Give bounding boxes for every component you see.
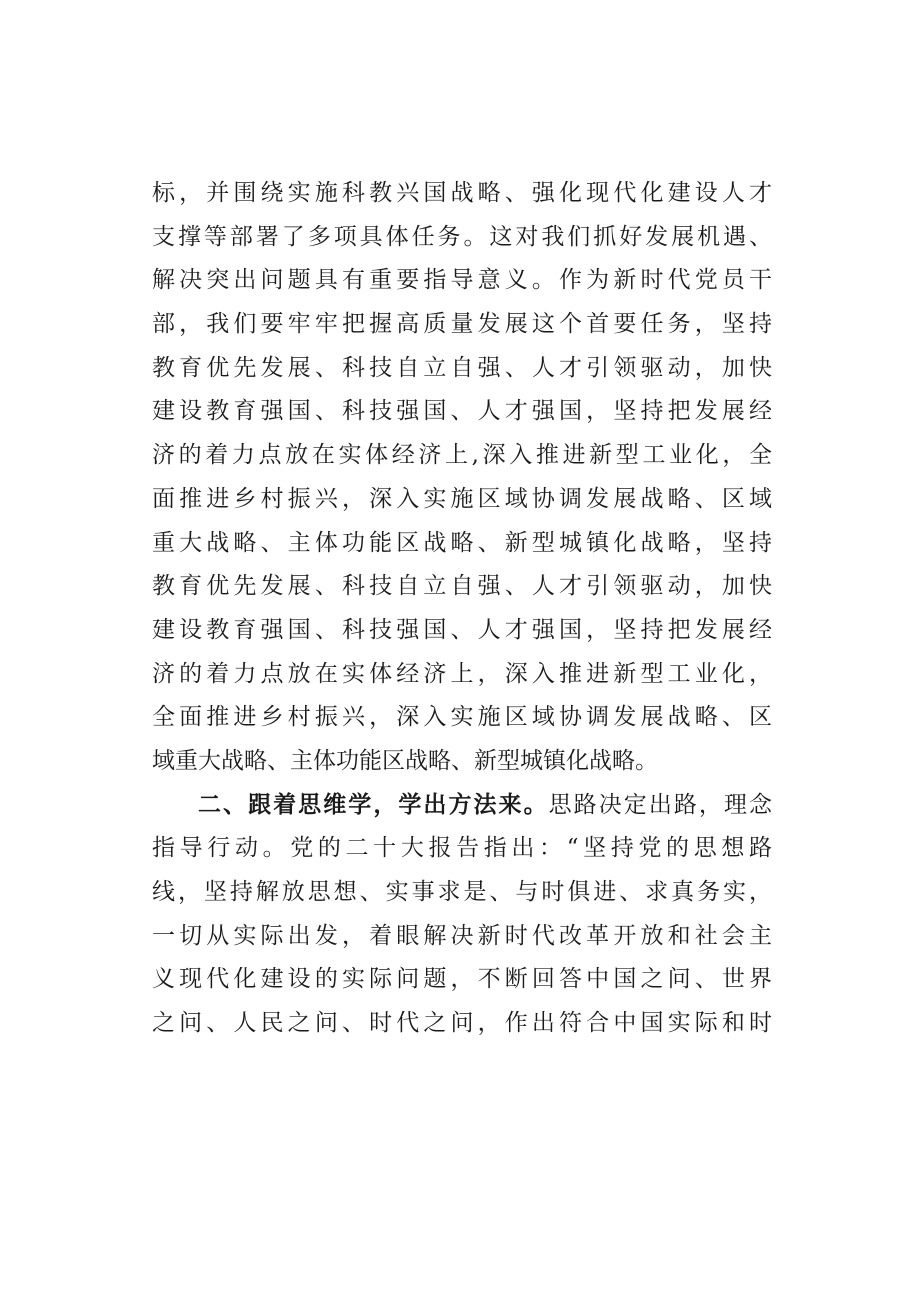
section-heading: 二、跟着思维学，学出方法来。	[198, 791, 549, 818]
text-line: 解决突出问题具有重要指导意义。作为新时代党员干	[152, 267, 772, 294]
text-line: 教育优先发展、科技自立自强、人才引领驱动，加快	[152, 573, 772, 600]
text-line: 义现代化建设的实际问题，不断回答中国之问、世界	[152, 966, 772, 993]
heading-line-rest: 思路决定出路，理念	[548, 791, 772, 818]
text-line: 面推进乡村振兴，深入实施区域协调发展战略、区域	[152, 485, 772, 512]
text-line: 全面推进乡村振兴，深入实施区域协调发展战略、区	[152, 704, 772, 731]
paragraph-1	[152, 172, 772, 784]
text-line: 建设教育强国、科技强国、人才强国，坚持把发展经	[152, 398, 772, 425]
text-line: 济的着力点放在实体经济上,深入推进新型工业化，全	[152, 442, 772, 469]
text-line: 之问、人民之问、时代之问，作出符合中国实际和时	[152, 1010, 772, 1037]
text-line: 教育优先发展、科技自立自强、人才引领驱动，加快	[152, 354, 772, 381]
text-line: 域重大战略、主体功能区战略、新型城镇化战略。	[152, 747, 658, 774]
body-text	[152, 172, 772, 1046]
text-line: 重大战略、主体功能区战略、新型城镇化战略，坚持	[152, 529, 772, 556]
text-line: 部，我们要牢牢把握高质量发展这个首要任务，坚持	[152, 311, 772, 338]
text-line: 一切从实际出发，着眼解决新时代改革开放和社会主	[152, 922, 772, 949]
text-line: 线，坚持解放思想、实事求是、与时俱进、求真务实，	[152, 879, 772, 905]
paragraph-2	[152, 784, 772, 1046]
text-line	[152, 784, 772, 828]
text-line: 建设教育强国、科技强国、人才强国，坚持把发展经	[152, 616, 772, 643]
text-line: 支撑等部署了多项具体任务。这对我们抓好发展机遇、	[152, 223, 772, 250]
text-line: 指导行动。党的二十大报告指出：“坚持党的思想路	[152, 835, 772, 862]
text-line: 标，并围绕实施科教兴国战略、强化现代化建设人才	[152, 180, 772, 206]
text-line: 济的着力点放在实体经济上，深入推进新型工业化，	[152, 660, 772, 687]
